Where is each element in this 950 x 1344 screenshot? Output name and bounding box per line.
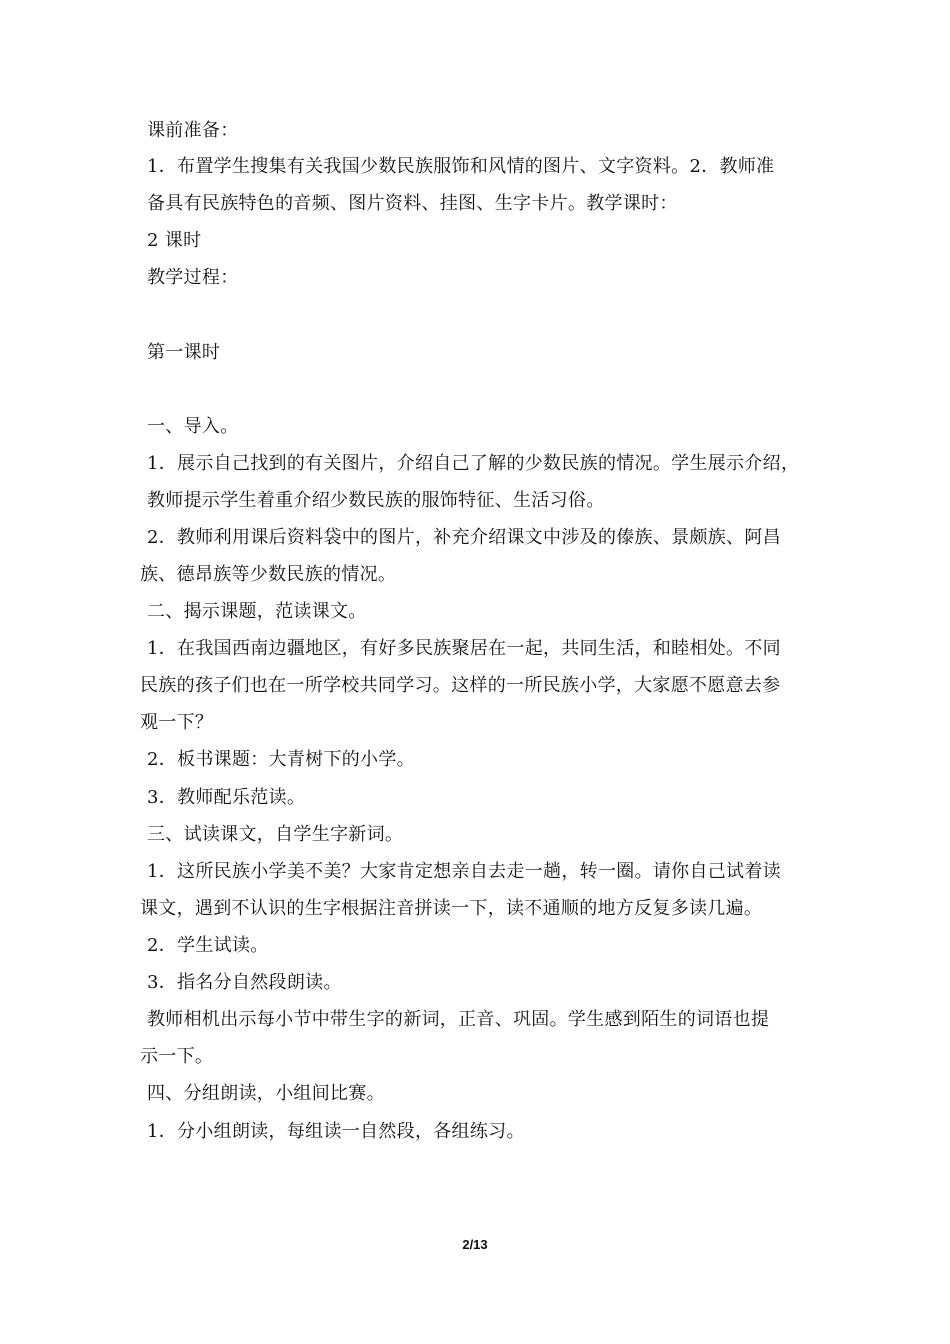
text-line: 四、分组朗读，小组间比赛。 [147, 1083, 385, 1104]
text-line: 观一下？ [140, 712, 214, 733]
text-line: 二、揭示课题，范读课文。 [147, 601, 367, 622]
text-line: 3．指名分自然段朗读。 [147, 972, 342, 993]
text-line: 教学过程： [147, 267, 239, 288]
text-line: 备具有民族特色的音频、图片资料、挂图、生字卡片。教学课时： [147, 193, 678, 214]
text-line: 族、德昂族等少数民族的情况。 [140, 564, 397, 585]
text-line: 2．教师利用课后资料袋中的图片，补充介绍课文中涉及的傣族、景颇族、阿昌 [147, 527, 781, 548]
text-line: 教师提示学生着重介绍少数民族的服饰特征、生活习俗。 [147, 490, 605, 511]
text-line: 1．布置学生搜集有关我国少数民族服饰和风情的图片、文字资料。2．教师准 [147, 156, 775, 177]
text-line: 2 课时 [147, 230, 202, 251]
text-line: 2．学生试读。 [147, 935, 269, 956]
text-line: 课文，遇到不认识的生字根据注音拼读一下，读不通顺的地方反复多读几遍。 [140, 898, 763, 919]
text-line: 课前准备： [147, 120, 239, 141]
text-line: 一、导入。 [147, 416, 239, 437]
text-line: 示一下。 [140, 1046, 214, 1067]
text-line: 教师相机出示每小节中带生字的新词，正音、巩固。学生感到陌生的词语也提 [147, 1009, 770, 1030]
section-heading: 第一课时 [147, 342, 221, 363]
page-number: 2/13 [462, 1237, 488, 1252]
text-line: 1．在我国西南边疆地区，有好多民族聚居在一起，共同生活，和睦相处。不同 [147, 638, 781, 659]
text-line: 三、试读课文，自学生字新词。 [147, 824, 404, 845]
text-line: 1．展示自己找到的有关图片，介绍自己了解的少数民族的情况。学生展示介绍， [147, 453, 800, 474]
text-line: 2．板书课题：大青树下的小学。 [147, 749, 415, 770]
text-line: 1．这所民族小学美不美？大家肯定想亲自去走一趟，转一圈。请你自己试着读 [147, 861, 781, 882]
text-line: 1．分小组朗读，每组读一自然段，各组练习。 [147, 1121, 525, 1142]
text-line: 3．教师配乐范读。 [147, 787, 306, 808]
text-line: 民族的孩子们也在一所学校共同学习。这样的一所民族小学，大家愿不愿意去参 [140, 675, 781, 696]
